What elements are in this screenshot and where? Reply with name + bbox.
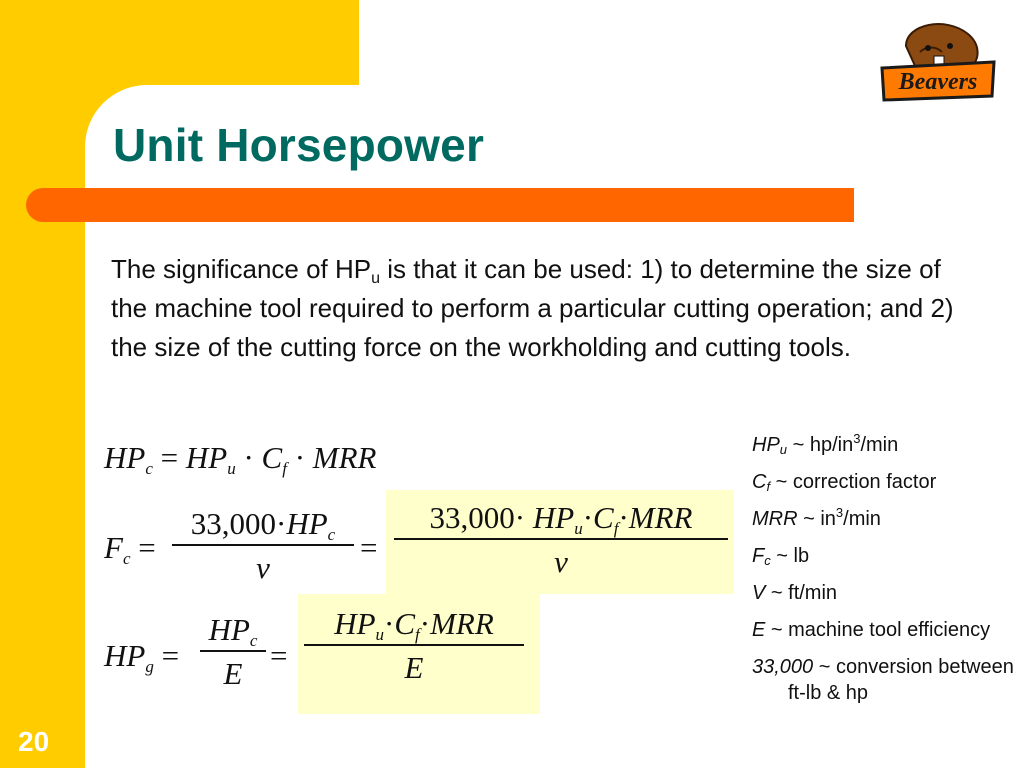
slide-title: Unit Horsepower bbox=[113, 119, 485, 171]
legend-item: $HP_u$ ~ $hp/in^3/\min$ bbox=[752, 431, 899, 457]
slide-page-number: 20 bbox=[18, 726, 50, 757]
body-text-part2: is that it can be used: 1) to determine the size of the machine tool required to perform a particular cutting operation; and 2) the size of the cutting force on the workholding and cutting tools. bbox=[111, 254, 954, 362]
legend-item: E ~ machine tool efficiency bbox=[752, 619, 991, 641]
equation-gross-horsepower-equals: = bbox=[270, 638, 288, 673]
equation-gross-horsepower-lhs: $HP_g$ = bbox=[104, 638, 180, 676]
equation-gross-horsepower-fraction-2: $HP_u\cdot C_f\cdot MRR$ E bbox=[304, 606, 524, 686]
legend-item: V ~ ft/min bbox=[752, 582, 838, 604]
legend-item: 33,000 ~ conversion between ft-lb & hp bbox=[752, 656, 1014, 704]
legend-item: $F_c$ ~ lb bbox=[752, 545, 810, 568]
legend-item: MRR ~ $in^3/\min$ bbox=[752, 505, 881, 530]
body-paragraph bbox=[111, 250, 971, 367]
logo-text: Beavers bbox=[898, 69, 978, 95]
equation-gross-horsepower-fraction-1: $HP_c$ E bbox=[200, 612, 266, 692]
body-text-subscript: u bbox=[371, 270, 381, 287]
equation-cutting-force-lhs: $F_c$ = bbox=[104, 530, 156, 568]
title-underline-bar bbox=[26, 188, 854, 222]
equation-cutting-force-fraction-2: $33,000\cdot HP_u\cdot C_f\cdot MRR$ v bbox=[394, 500, 728, 580]
variable-legend bbox=[752, 432, 1014, 717]
equation-horsepower-cutting: $HP_c = HP_u \cdot C_f$ · MRR bbox=[104, 440, 377, 478]
legend-item: $C_f$ ~ correction factor bbox=[752, 471, 937, 494]
beavers-logo bbox=[876, 16, 1000, 108]
equation-cutting-force-fraction-1: $33,000\cdot HP_c$ v bbox=[172, 506, 354, 586]
equation-cutting-force-equals: = bbox=[360, 530, 378, 565]
body-text-part1: The significance of HP bbox=[111, 254, 372, 284]
